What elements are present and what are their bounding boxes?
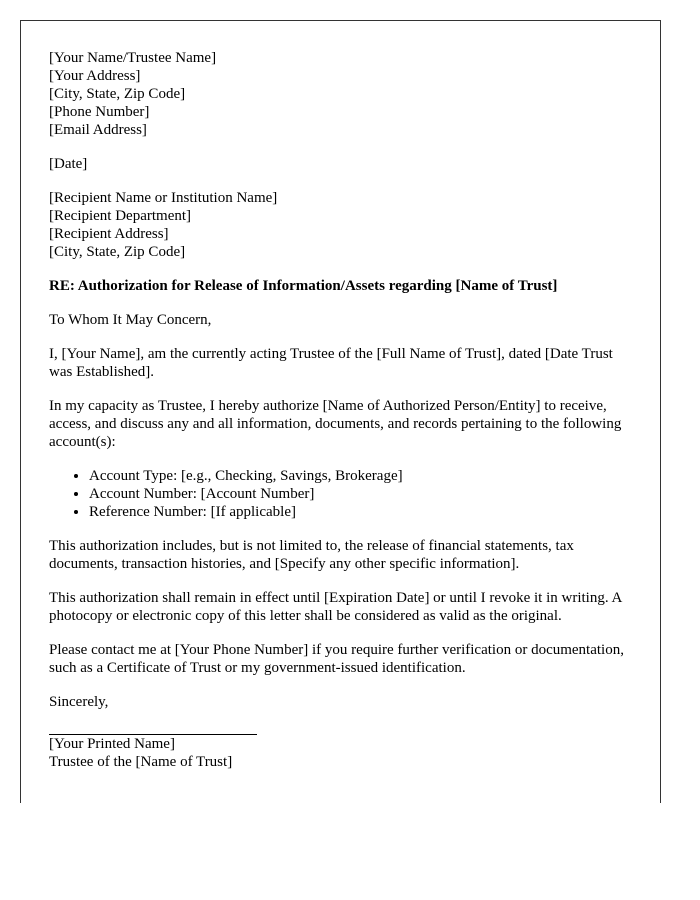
sender-line: [Email Address]: [49, 122, 147, 138]
body-paragraph: This authorization shall remain in effect until [Expiration Date] or until I revoke it in writing. A photocopy or electronic copy of this letter shall be considered as valid as the original.: [49, 590, 622, 624]
signature-line: [49, 711, 257, 735]
body-paragraph: Please contact me at [Your Phone Number] if you require further verification or documentation, such as a Certificate of Trust or my government-issued identification.: [49, 642, 624, 676]
body-paragraph: I, [Your Name], am the currently acting Trustee of the [Full Name of Trust], dated [Date Trust was Established].: [49, 346, 613, 380]
recipient-line: [Recipient Department]: [49, 208, 192, 224]
body-paragraph: This authorization includes, but is not limited to, the release of financial statements, tax documents, transaction histories, and [Specify any other specific information].: [49, 538, 574, 572]
date: [Date]: [49, 156, 88, 172]
sender-line: [Your Name/Trustee Name]: [49, 50, 217, 66]
closing: Sincerely,: [49, 694, 109, 710]
account-item: • Account Type: [e.g., Checking, Savings, Brokerage]: [89, 467, 632, 485]
account-item: • Reference Number: [If applicable]: [89, 503, 632, 521]
sender-line: [City, State, Zip Code]: [49, 86, 186, 102]
subject-line: RE: Authorization for Release of Information/Assets regarding [Name of Trust]: [49, 278, 558, 294]
recipient-block: [49, 189, 632, 261]
recipient-line: [City, State, Zip Code]: [49, 244, 186, 260]
printed-name: [Your Printed Name]: [49, 736, 175, 752]
trustee-title: Trustee of the [Name of Trust]: [49, 754, 233, 770]
sender-block: [49, 49, 632, 139]
account-item: • Account Number: [Account Number]: [89, 485, 632, 503]
letter-page: [20, 20, 661, 803]
account-list: [49, 467, 632, 521]
salutation: To Whom It May Concern,: [49, 312, 212, 328]
body-paragraph: In my capacity as Trustee, I hereby authorize [Name of Authorized Person/Entity] to receive, access, and discuss any and all information, documents, and records pertaining to the following account(s):: [49, 398, 622, 450]
sender-line: [Your Address]: [49, 68, 141, 84]
sender-line: [Phone Number]: [49, 104, 150, 120]
recipient-line: [Recipient Name or Institution Name]: [49, 190, 278, 206]
recipient-line: [Recipient Address]: [49, 226, 169, 242]
